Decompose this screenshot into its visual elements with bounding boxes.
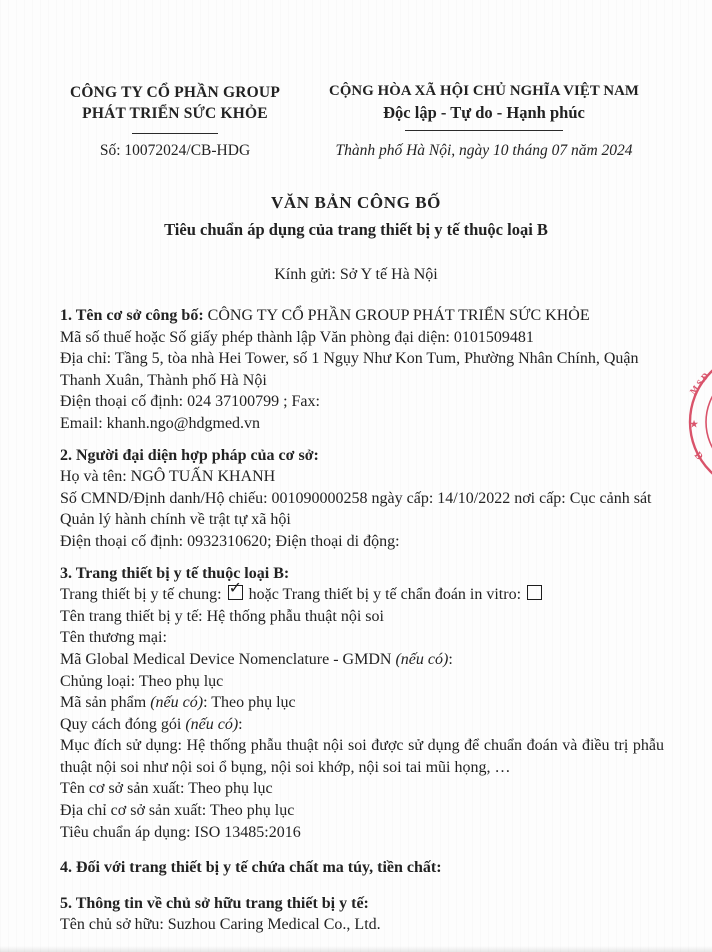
- national-header: [314, 82, 654, 160]
- device-type-general-label: Trang thiết bị y tế chung:: [60, 586, 222, 604]
- section3-gmdn-line: [60, 649, 664, 671]
- national-motto-line2: Độc lập - Tự do - Hạnh phúc: [383, 103, 585, 122]
- section2-id-line: Số CMND/Định danh/Hộ chiếu: 001090000258 ngày cấp: 14/10/2022 nơi cấp: Cục cảnh sát Quản lý hành chính về trật tự xã hội: [60, 489, 652, 529]
- section3-product-code-line: [60, 692, 664, 714]
- document-body: [60, 305, 664, 936]
- stamp-text-bottom: Đ: [691, 449, 705, 463]
- section2-heading: 2. Người đại diện hợp pháp của cơ sở:: [60, 446, 319, 464]
- device-type-invitro-label: hoặc Trang thiết bị y tế chẩn đoán in vitro:: [248, 586, 522, 604]
- letterhead: [0, 0, 712, 160]
- section2-phone-line: Điện thoại cố định: 0932310620; Điện thoại di động:: [60, 532, 400, 550]
- section3-trade-name-line: Tên thương mại:: [60, 629, 167, 647]
- gmdn-suffix: :: [448, 650, 453, 668]
- section3-manufacturer-address-line: Địa chỉ cơ sở sản xuất: Theo phụ lục: [60, 802, 295, 820]
- company-header: [50, 82, 300, 160]
- place-date-line: Thành phố Hà Nội, ngày 10 tháng 07 năm 2024: [335, 142, 633, 159]
- document-title: VĂN BẢN CÔNG BỐ: [270, 193, 442, 212]
- national-header-divider: [405, 130, 563, 131]
- checkbox-general-checked: [228, 578, 243, 600]
- section1-email-line: Email: khanh.ngo@hdgmed.vn: [60, 414, 261, 432]
- section1-phone-line: Điện thoại cố định: 024 37100799 ; Fax:: [60, 393, 320, 411]
- section1-heading: 1. Tên cơ sở công bố:: [60, 307, 204, 324]
- section3-heading: 3. Trang thiết bị y tế thuộc loại B:: [60, 564, 290, 582]
- product-code-label: Mã sản phẩm: [60, 694, 147, 712]
- national-motto-line1: CỘNG HÒA XÃ HỘI CHỦ NGHĨA VIỆT NAM: [329, 83, 639, 99]
- stamp-star-icon: ★: [690, 419, 699, 429]
- section2-name-line: Họ và tên: NGÔ TUẤN KHANH: [60, 468, 276, 486]
- product-code-note: (nếu có): [150, 694, 204, 712]
- section3-manufacturer-line: Tên cơ sở sản xuất: Theo phụ lục: [60, 780, 273, 798]
- company-name-line2: PHÁT TRIỂN SỨC KHỎE: [82, 105, 268, 122]
- company-name-line1: CÔNG TY CỔ PHẦN GROUP: [69, 84, 280, 101]
- section3-standard-line: Tiêu chuẩn áp dụng: ISO 13485:2016: [60, 823, 301, 841]
- gmdn-label: Mã Global Medical Device Nomenclature - GMDN: [60, 650, 392, 668]
- packaging-label: Quy cách đóng gói: [60, 715, 182, 733]
- stamp-inner-ring: [706, 368, 712, 476]
- section1-address-line: Địa chỉ: Tầng 5, tòa nhà Hei Tower, số 1 Ngụy Như Kon Tum, Phường Nhân Chính, Quận Thanh Xuân, Thành phố Hà Nội: [60, 350, 639, 389]
- section1-tax-line: Mã số thuế hoặc Số giấy phép thành lập Văn phòng đại diện: 0101509481: [60, 328, 534, 346]
- check-icon: ✓: [228, 578, 243, 598]
- document-subtitle: Tiêu chuẩn áp dụng của trang thiết bị y tế thuộc loại B: [164, 220, 548, 239]
- section4-heading: 4. Đối với trang thiết bị y tế chứa chất ma túy, tiền chất:: [60, 859, 442, 877]
- red-seal-stamp: [678, 361, 712, 483]
- salutation-line: Kính gửi: Sở Y tế Hà Nội: [274, 266, 438, 283]
- packaging-suffix: :: [238, 715, 243, 733]
- document-number: Số: 10072024/CB-HDG: [99, 142, 251, 159]
- section1-heading-line: [60, 305, 664, 327]
- product-code-value: : Theo phụ lục: [203, 694, 296, 712]
- title-block: [0, 193, 712, 284]
- stamp-text-top: M.S.Đ: [687, 370, 711, 397]
- packaging-note: (nếu có): [185, 715, 239, 733]
- section3-device-type-line: [60, 578, 664, 606]
- section3-purpose-line: Mục đích sử dụng: Hệ thống phẫu thuật nội soi được sử dụng để chuẩn đoán và điều trị phẫu thuật nội soi như nội soi ổ bụng, nội soi khớp, nội soi tai mũi họng, …: [60, 737, 664, 776]
- checkbox-invitro-unchecked: [527, 585, 542, 600]
- section5-owner-line: Tên chủ sở hữu: Suzhou Caring Medical Co., Ltd.: [60, 916, 381, 934]
- gmdn-note: (nếu có): [395, 650, 449, 668]
- company-header-divider: [132, 133, 218, 134]
- section3-device-name-line: Tên trang thiết bị y tế: Hệ thống phẫu thuật nội soi: [60, 607, 384, 625]
- section3-packaging-line: [60, 714, 664, 736]
- section1-company-name: CÔNG TY CỔ PHẦN GROUP PHÁT TRIỂN SỨC KHỎE: [207, 307, 590, 324]
- section5-heading: 5. Thông tin về chủ sở hữu trang thiết bị y tế:: [60, 894, 369, 912]
- section3-category-line: Chủng loại: Theo phụ lục: [60, 672, 224, 690]
